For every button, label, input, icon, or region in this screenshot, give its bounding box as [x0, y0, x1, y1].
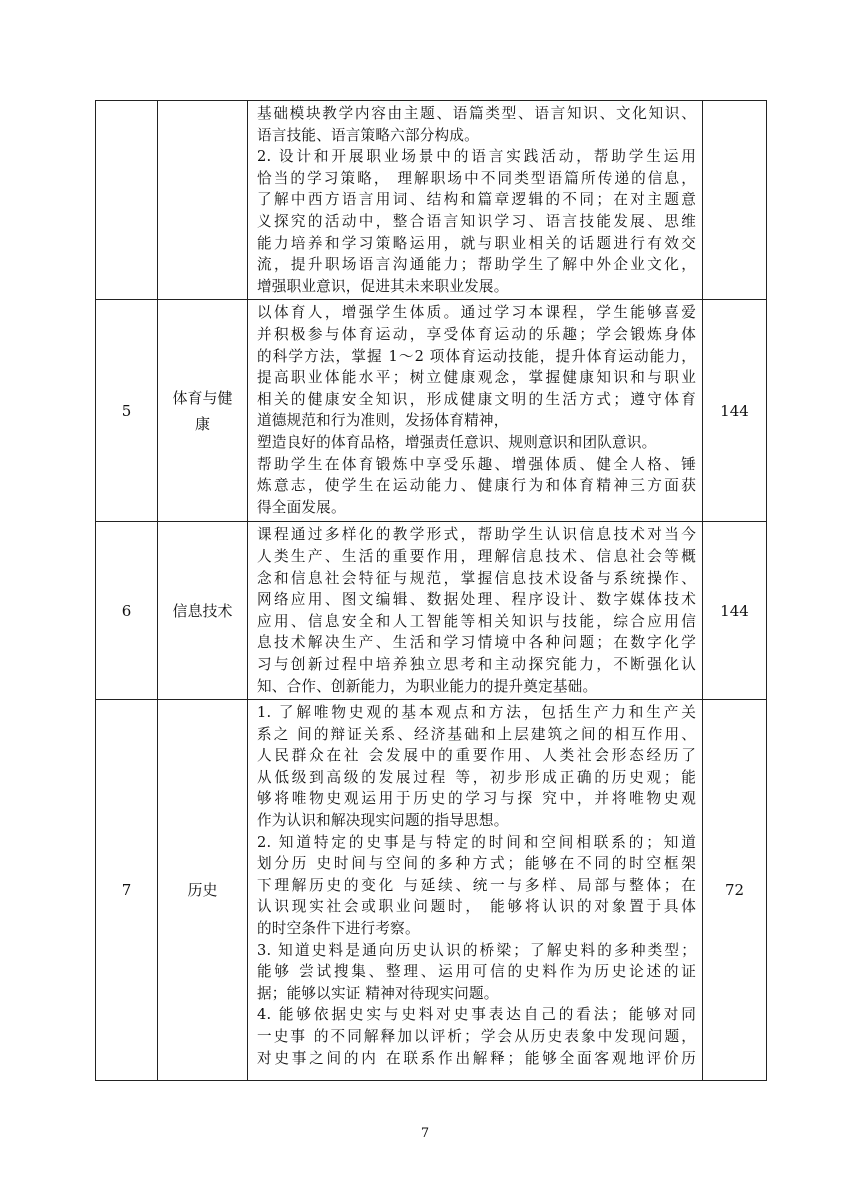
content-line: 塑造良好的体育品格，增强责任意识、规则意识和团队意识。 — [257, 433, 657, 451]
content-line: 增强职业意识，促进其未来职业发展。 — [257, 277, 509, 295]
content-line: 恰当的学习策略， 理解职场中不同类型语篇所传递的信息， — [257, 169, 696, 187]
content-line: 系之 间的辩证关系、经济基础和上层建筑之间的相互作用、 — [257, 725, 696, 743]
content-line: 作为认识和解决现实问题的指导思想。 — [257, 812, 509, 830]
content-line: 能力培养和学习策略运用，就与职业相关的话题进行有效交 — [257, 234, 696, 252]
content-line: 义探究的活动中，整合语言知识学习、语言技能发展、思维 — [257, 212, 696, 230]
content-line: 课程通过多样化的教学形式，帮助学生认识信息技术对当今 — [257, 526, 696, 544]
course-table — [95, 100, 767, 1081]
content-line: 的科学方法，掌握 1～2 项体育运动技能，提升体育运动能力， — [257, 347, 696, 365]
content-line: 基础模块教学内容由主题、语篇类型、语言知识、文化知识、 — [257, 105, 696, 122]
table-row — [96, 700, 767, 1081]
course-table-body — [96, 101, 767, 1081]
course-hours: 72 — [703, 700, 767, 1081]
content-line: 3. 知道史料是通向历史认识的桥梁；了解史料的多种类型； — [257, 941, 696, 959]
content-line: 念和信息社会特征与规范，掌握信息技术设备与系统操作、 — [257, 569, 696, 587]
content-line: 从低级到高级的发展过程 等，初步形成正确的历史观；能 — [257, 768, 696, 786]
table-row — [96, 522, 767, 700]
content-line: 下理解历史的变化 与延续、统一与多样、局部与整体；在 — [257, 876, 696, 894]
course-hours: 144 — [703, 300, 767, 522]
content-line: 流，提升职场语言沟通能力；帮助学生了解中外企业文化， — [257, 256, 696, 274]
content-line: 1. 了解唯物史观的基本观点和方法，包括生产力和生产关 — [257, 704, 696, 722]
content-line: 道德规范和行为准则，发扬体育精神， — [257, 412, 509, 430]
content-line: 网络应用、图文编辑、数据处理、程序设计、数字媒体技术 — [257, 591, 696, 609]
content-line: 息技术解决生产、生活和学习情境中各种问题；在数字化学 — [257, 634, 696, 652]
content-line: 提高职业体能水平；树立健康观念，掌握健康知识和与职业 — [257, 369, 696, 387]
content-line: 帮助学生在体育锻炼中享受乐趣、增强体质、健全人格、锤 — [257, 455, 696, 473]
content-line: 了解中西方语言用词、结构和篇章逻辑的不同；在对主题意 — [257, 191, 696, 209]
content-line: 以体育人，增强学生体质。通过学习本课程，学生能够喜爱 — [257, 304, 696, 322]
content-line: 应用、信息安全和人工智能等相关知识与技能，综合应用信 — [257, 612, 696, 630]
content-line: 一史事 的不同解释加以评析；学会从历史表象中发现问题， — [257, 1028, 696, 1045]
content-line: 够将唯物史观运用于历史的学习与探 究中，并将唯物史观 — [257, 790, 696, 808]
course-number: 6 — [96, 522, 158, 700]
content-line: 相关的健康安全知识，形成健康文明的生活方式；遵守体育 — [257, 390, 696, 408]
content-line: 习与创新过程中培养独立思考和主动探究能力，不断强化认 — [257, 655, 696, 673]
content-line: 认识现实社会或职业问题时， 能够将认识的对象置于具体 — [257, 898, 696, 916]
course-name: 历史 — [158, 700, 248, 1081]
content-line: 语言技能、语言策略六部分构成。 — [257, 126, 479, 144]
content-line: 人民群众在社 会发展中的重要作用、人类社会形态经历了 — [257, 747, 696, 765]
content-line: 对史事之间的内 在联系作出解释；能够全面客观地评价历 — [257, 1049, 696, 1067]
content-line: 的时空条件下进行考察。 — [257, 920, 420, 938]
content-line: 炼意志，使学生在运动能力、健康行为和体育精神三方面获 — [257, 477, 696, 495]
content-line: 划分历 史时间与空间的多种方式；能够在不同的时空框架 — [257, 855, 696, 873]
content-line: 得全面发展。 — [257, 498, 346, 516]
content-line: 2. 知道特定的史事是与特定的时间和空间相联系的；知道 — [257, 833, 696, 851]
course-name: 信息技术 — [158, 522, 248, 700]
course-number — [96, 101, 158, 300]
course-number: 7 — [96, 700, 158, 1081]
course-content — [248, 101, 703, 300]
content-line: 能够 尝试搜集、整理、运用可信的史料作为历史论述的证 — [257, 963, 696, 981]
course-hours — [703, 101, 767, 300]
content-line: 并积极参与体育运动，享受体育运动的乐趣；学会锻炼身体 — [257, 325, 696, 343]
course-content — [248, 700, 703, 1081]
course-content — [248, 300, 703, 522]
course-name: 体育与健康 — [158, 300, 248, 522]
table-row — [96, 300, 767, 522]
content-line: 2. 设计和开展职业场景中的语言实践活动，帮助学生运用 — [257, 148, 696, 166]
content-line: 4. 能够依据史实与史料对史事表达自己的看法；能够对同 — [257, 1006, 696, 1024]
table-row — [96, 101, 767, 300]
course-hours: 144 — [703, 522, 767, 700]
page-number: 7 — [420, 1126, 430, 1141]
content-line: 人类生产、生活的重要作用，理解信息技术、信息社会等概 — [257, 547, 696, 565]
course-number: 5 — [96, 300, 158, 522]
course-name — [158, 101, 248, 300]
content-line: 据；能够以实证 精神对待现实问题。 — [257, 984, 499, 1002]
course-content — [248, 522, 703, 700]
content-line: 知、合作、创新能力，为职业能力的提升奠定基础。 — [257, 677, 598, 695]
